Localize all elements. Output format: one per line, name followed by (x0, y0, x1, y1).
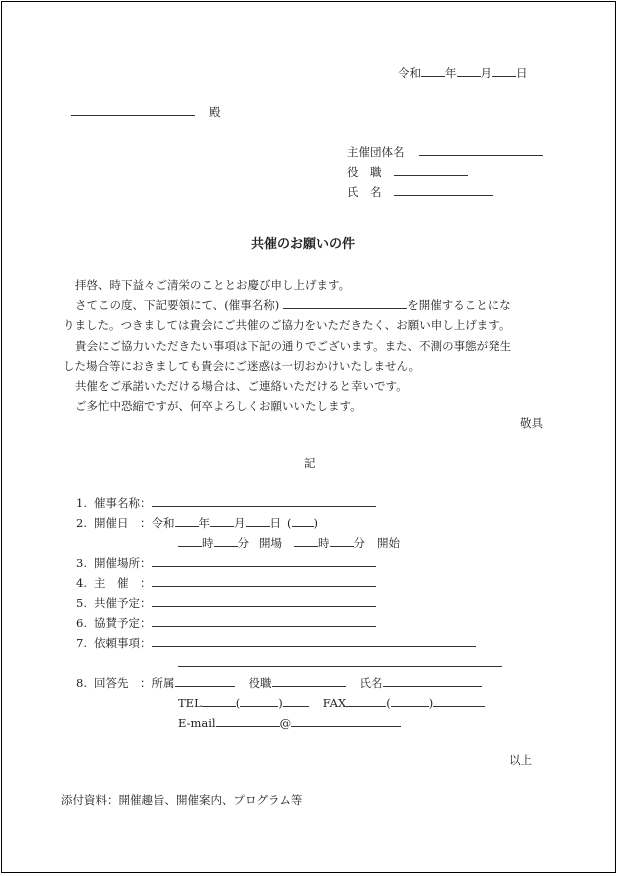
email-user-field[interactable] (216, 714, 280, 727)
item-cohost: 5. 共催予定： (76, 594, 376, 611)
body-line: りました。つきましては貴会にご共催のご協力をいただきたく、お願い申し上げます。 (63, 318, 511, 333)
tel-end-field[interactable] (283, 694, 309, 707)
item-label: 共催予定： (94, 596, 152, 610)
body-line: 貴会にご協力いただきたい事項は下記の通りでございます。また、不測の事態が発生 (75, 338, 512, 353)
sponsor-field[interactable] (152, 614, 376, 627)
organizer-org-row (347, 143, 543, 160)
fax-end-field[interactable] (433, 694, 485, 707)
body-line: した場合等におきましても貴会にご迷惑は一切おかけいたしません。 (63, 358, 421, 373)
name-label: 氏 名 (347, 185, 382, 199)
organizer-position-row (347, 163, 468, 180)
event-name-blank[interactable] (283, 296, 407, 309)
recipient-line (71, 103, 221, 120)
body-line: ご多忙中恐縮ですが、何卒よろしくお願いいたします。 (75, 399, 362, 414)
attachment-note: 添付資料：開催趣旨、開催案内、プログラム等 (61, 793, 303, 807)
item-label: 回答先 ： (94, 676, 152, 690)
page-border (1, 1, 616, 873)
cohost-field[interactable] (152, 594, 376, 607)
item-venue: 3. 開催場所： (76, 554, 376, 571)
item-label: 協賛予定： (94, 616, 152, 630)
era-label: 令和 (398, 66, 421, 80)
ki-heading: 記 (304, 456, 316, 470)
start-hour-blank[interactable] (294, 534, 318, 547)
body-line: さてこの度、下記要領にて、(催事名称) を開催することにな (75, 298, 511, 313)
org-label: 主催団体名 (347, 145, 405, 159)
org-blank[interactable] (419, 143, 543, 156)
closing-keigu: 敬具 (520, 416, 543, 430)
closing-ijo: 以上 (509, 753, 532, 767)
recipient-blank[interactable] (71, 103, 195, 116)
contact-email-row: E-mail @ (178, 714, 401, 730)
name-blank[interactable] (394, 183, 493, 196)
request-field-2[interactable] (178, 654, 502, 667)
contact-name-field[interactable] (383, 674, 482, 687)
weekday-blank[interactable] (292, 514, 314, 527)
date-month-blank[interactable] (210, 514, 234, 527)
body-line: 共催をご承諾いただける場合は、ご連絡いただけると幸いです。 (75, 379, 408, 394)
date-day-blank[interactable] (246, 514, 270, 527)
month-label: 月 (480, 66, 492, 80)
body-line: 拝啓、時下益々ご清栄のこととお慶び申し上げます。 (75, 278, 351, 292)
item-contact: 8. 回答先 ：所属 役職 氏名 (76, 674, 482, 691)
contact-position-field[interactable] (272, 674, 346, 687)
item-label: 催事名称： (94, 496, 152, 510)
item-host: 4. 主 催 ： (76, 574, 376, 591)
item-label: 依頼事項： (94, 636, 152, 650)
item-label: 主 催 ： (94, 576, 152, 590)
item-date: 2. 開催日 ：令和 年 月 日 ( ) (76, 516, 318, 530)
item-event-name: 1. 催事名称： (76, 494, 376, 511)
email-domain-field[interactable] (291, 714, 401, 727)
year-label: 年 (445, 66, 457, 80)
contact-affiliation-field[interactable] (175, 674, 235, 687)
date-year-blank[interactable] (175, 514, 199, 527)
host-field[interactable] (152, 574, 376, 587)
open-hour-blank[interactable] (178, 534, 202, 547)
item-date-time: 時 分 開場 時 分 開始 (178, 534, 400, 551)
month-blank[interactable] (457, 64, 481, 77)
item-label: 開催場所： (94, 556, 152, 570)
document-title: 共催のお願いの件 (251, 237, 356, 252)
date-line (398, 64, 528, 81)
recipient-suffix: 殿 (209, 105, 221, 119)
venue-field[interactable] (152, 554, 376, 567)
day-label: 日 (516, 66, 528, 80)
item-request: 7. 依頼事項： (76, 634, 476, 651)
tel-area-field[interactable] (202, 694, 236, 707)
start-minute-blank[interactable] (330, 534, 354, 547)
event-name-field[interactable] (152, 494, 376, 507)
fax-mid-field[interactable] (391, 694, 429, 707)
organizer-name-row (347, 183, 493, 200)
year-blank[interactable] (421, 64, 445, 77)
item-sponsor: 6. 協賛予定： (76, 614, 376, 631)
body-text (63, 275, 553, 416)
position-blank[interactable] (394, 163, 468, 176)
request-field[interactable] (152, 634, 476, 647)
open-minute-blank[interactable] (214, 534, 238, 547)
request-field-line2 (178, 654, 502, 670)
position-label: 役 職 (347, 165, 382, 179)
tel-mid-field[interactable] (240, 694, 278, 707)
contact-phone-row: TEL ( ) FAX ( ) (178, 694, 485, 710)
item-label: 開催日 ： (94, 516, 152, 530)
day-blank[interactable] (492, 64, 516, 77)
fax-area-field[interactable] (346, 694, 386, 707)
